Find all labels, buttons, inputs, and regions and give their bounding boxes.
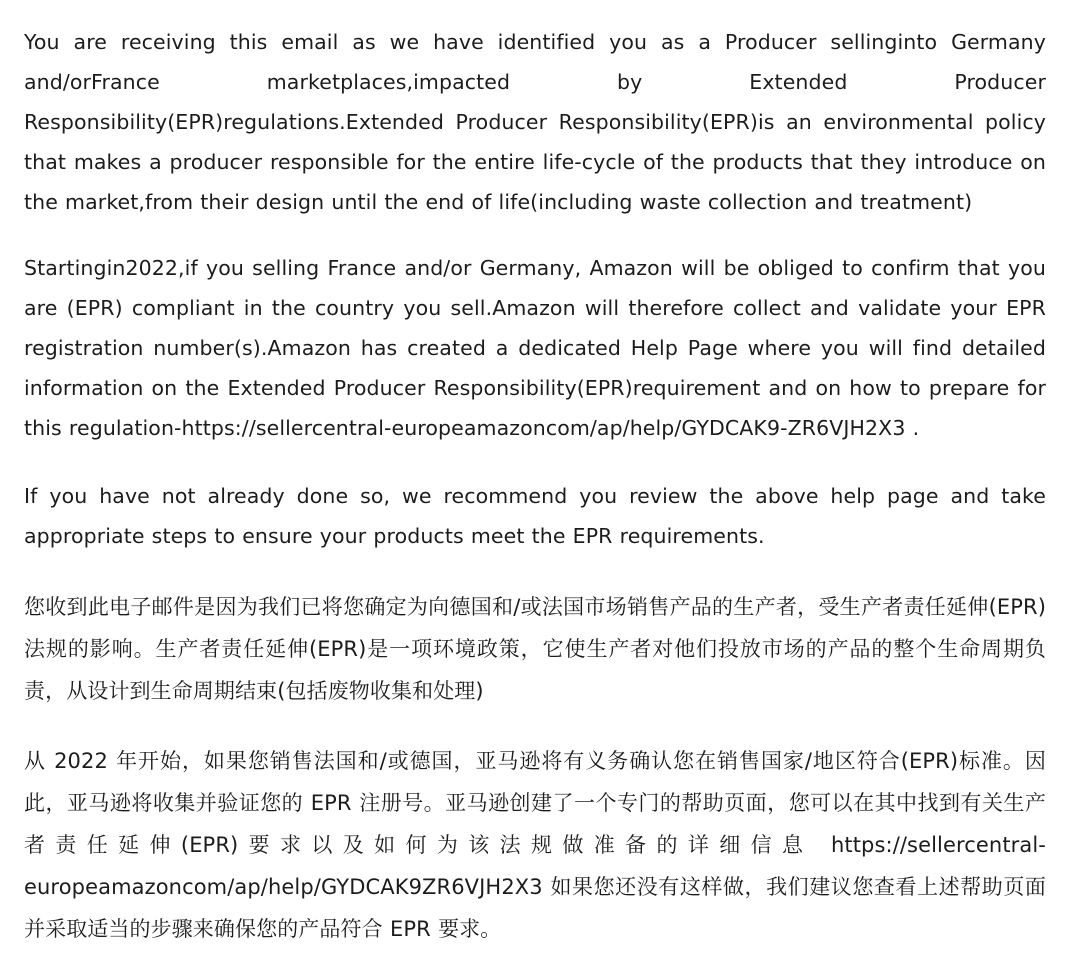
paragraph-english-1: You are receiving this email as we have identified you as a Producer sellinginto Germany and/orFrance marketplaces,impacted by Extended Producer Responsibility(EPR)regulations.Extended Producer Responsibility(EPR)is an environmental policy that makes a producer responsible for the entire life-cycle of the products that they introduce on the market,from their design until the end of life(including waste collection and treatment) [24,30,1046,214]
paragraph-english-3: If you have not already done so, we recommend you review the above help page and take appropriate steps to ensure your products meet the EPR requirements. [24,484,1046,548]
paragraph-chinese-2: 从 2022 年开始，如果您销售法国和/或德国，亚马逊将有义务确认您在销售国家/地区符合(EPR)标准。因此，亚马逊将收集并验证您的 EPR 注册号。亚马逊创建了一个专门的帮助页面，您可以在其中找到有关生产者责任延伸(EPR)要求以及如何为该法规做准备的详细信息 https://sellercentral-europeamazoncom/ap/help/GYDCAK9ZR6VJH2X3 如果您还没有这样做，我们建议您查看上述帮助页面并采取适当的步骤来确保您的产品符合 EPR 要求。 [24,749,1046,941]
paragraph-chinese-1: 您收到此电子邮件是因为我们已将您确定为向德国和/或法国市场销售产品的生产者，受生产者责任延伸(EPR)法规的影响。生产者责任延伸(EPR)是一项环境政策，它使生产者对他们投放市场的产品的整个生命周期负责，从设计到生命周期结束(包括废物收集和处理) [24,595,1046,703]
paragraph-english-2: Startingin2022,if you selling France and/or Germany, Amazon will be obliged to confirm that you are (EPR) compliant in the country you sell.Amazon will therefore collect and validate your EPR registration number(s).Amazon has created a dedicated Help Page where you will find detailed information on the Extended Producer Responsibility(EPR)requirement and on how to prepare for this regulation-https://sellercentral-europeamazoncom/ap/help/GYDCAK9-ZR6VJH2X3 . [24,256,1046,440]
